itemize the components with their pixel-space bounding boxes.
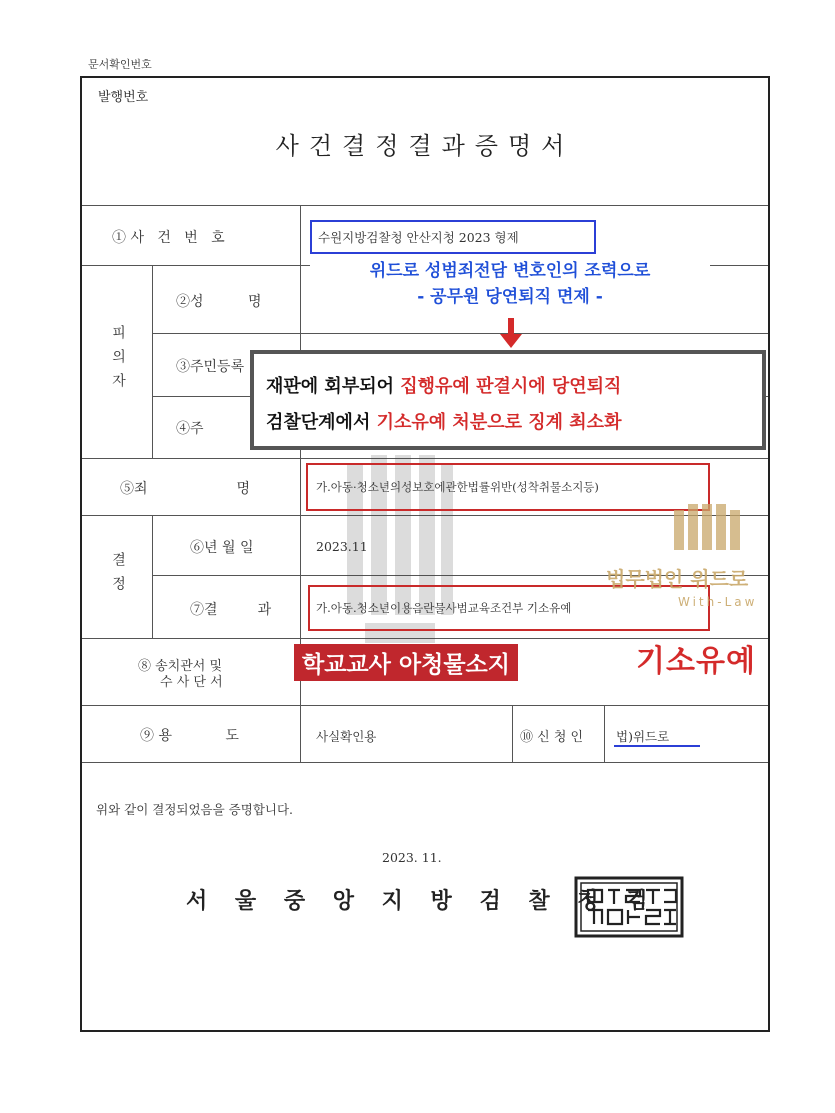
suspect-name-label: ②성 명 (176, 294, 262, 310)
callout-line2-highlight: 기소유예 처분으로 징계 최소화 (376, 412, 622, 433)
suspect-address-label: ④주 (176, 421, 204, 437)
document-confirm-number-label: 문서확인번호 (88, 58, 152, 71)
issue-date: 2023. 11. (382, 850, 442, 865)
caption-line1: 위드로 성범죄전담 변호인의 조력으로 (369, 261, 651, 281)
firm-sub-name: With-Law (678, 595, 758, 609)
callout-line1-prefix: 재판에 회부되어 (266, 376, 401, 397)
decision-date-value: 2023.11 (316, 539, 368, 554)
purpose-label: ⑨ 용 도 (140, 728, 239, 744)
page-title: 사건결정결과증명서 (275, 132, 575, 160)
banner-highlight: 기소유예 (636, 644, 756, 679)
decision-date-label: ⑥년 월 일 (190, 540, 254, 556)
callout-box (250, 350, 766, 450)
applicant-label: ⑩ 신 청 인 (520, 730, 584, 745)
applicant-value: 법)위드로 (616, 729, 670, 744)
callout-line2 (266, 408, 621, 434)
blue-caption (310, 258, 710, 316)
case-number-label: ① 사 건 번 호 (112, 230, 225, 246)
callout-line2-prefix: 검찰단계에서 (266, 412, 377, 433)
callout-line1 (266, 372, 621, 398)
suspect-id-label: ③주민등록 (176, 359, 245, 375)
caption-line2: - 공무원 당연퇴직 면제 - (417, 287, 603, 307)
applicant-underline (614, 745, 700, 747)
down-arrow-icon (500, 318, 522, 350)
decision-result-label: ⑦결 과 (190, 602, 272, 618)
charge-value: 가.아동·청소년의성보호에관한법률위반(성착취물소지등) (316, 480, 599, 494)
official-seal-stamp (574, 876, 684, 938)
firm-name: 법무법인 위드로 (606, 567, 749, 591)
certify-text: 위와 같이 결정되었음을 증명합니다. (96, 802, 294, 817)
decision-result-value: 가.아동.청소년이용음란물사범교육조건부 기소유예 (316, 601, 572, 615)
issuer-name: 서 울 중 앙 지 방 검 찰 청 검 (186, 888, 658, 914)
case-number-value: 수원지방검찰청 안산지청 2023 형제 (318, 230, 519, 245)
charge-label: ⑤죄 명 (120, 481, 251, 497)
disposal-label-line2: 수 사 단 서 (160, 675, 223, 690)
purpose-value: 사실확인용 (316, 729, 377, 744)
disposal-label-line1: ⑧ 송치관서 및 (138, 659, 223, 674)
banner-label: 학교교사 아청물소지 (294, 644, 518, 681)
callout-line1-highlight: 집행유예 판결시에 당연퇴직 (400, 376, 622, 397)
decision-group-label: 결정 (110, 552, 126, 600)
issue-number-label: 발행번호 (98, 90, 149, 105)
suspect-group-label: 피의자 (110, 325, 126, 397)
